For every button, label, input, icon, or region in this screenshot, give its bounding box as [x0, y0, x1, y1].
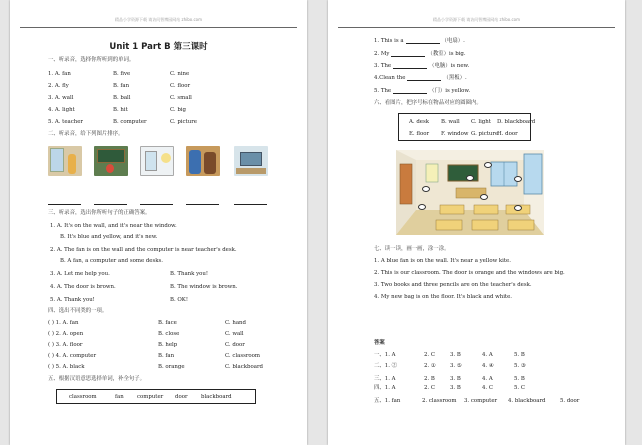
label-circle[interactable]	[422, 186, 430, 192]
option-text: B. face	[158, 320, 177, 326]
answer-cell: 5. ③	[514, 363, 526, 369]
section-5-heading: 五、根据汉语意思选择单词，补全句子。	[48, 376, 146, 382]
sentence-option: B. A fan, a computer and some desks.	[60, 258, 164, 264]
option-text: 2. A. fly	[48, 83, 69, 89]
reading-sentence: 1. A blue fan is on the wall. It's near a yellow kite.	[374, 258, 511, 264]
answer-cell: 4. blackboard	[508, 398, 546, 404]
word-bank-item: fan	[115, 394, 124, 400]
page-header: 精品小学资源下载 请访问智博园网站 zhibo.com	[20, 17, 297, 28]
answer-cell: 2. classroom	[422, 398, 457, 404]
picture-computer	[234, 146, 268, 176]
option-label: G. picture	[471, 131, 499, 137]
label-circle[interactable]	[514, 205, 522, 211]
label-circle[interactable]	[514, 176, 522, 182]
answer-cell: 4. A	[482, 376, 493, 382]
fill-blank[interactable]	[393, 64, 427, 69]
page-title: Unit 1 Part B 第三课时	[109, 42, 208, 52]
option-label: E. floor	[409, 131, 430, 137]
section-3-heading: 三、听录音，选出你所听句子的正确答案。	[48, 210, 151, 216]
answer-cell: 5. B	[514, 376, 525, 382]
option-text: C. small	[170, 95, 192, 101]
sentence-option: B. The window is brown.	[170, 284, 238, 290]
answer-key-title: 答案	[374, 340, 385, 346]
answer-cell: 一、1. A	[374, 352, 396, 358]
option-text: 1. A. fan	[48, 71, 71, 77]
classroom-illustration	[396, 150, 544, 235]
options-box	[398, 113, 536, 141]
answer-cell: 3. computer	[464, 398, 498, 404]
option-text: B. ball	[113, 95, 131, 101]
option-text: 5. A. teacher	[48, 119, 84, 125]
section-1-heading: 一、听录音，选择你所听到的单词。	[48, 57, 135, 63]
label-circle[interactable]	[466, 175, 474, 181]
answer-cell: 5. B	[514, 352, 525, 358]
fill-in-sentence: 3. The （电脑）is new.	[374, 63, 470, 69]
answer-line[interactable]	[234, 204, 267, 205]
option-text: ( ) 4. A. computer	[48, 353, 97, 359]
answer-cell: 5. C	[514, 385, 525, 391]
answer-line[interactable]	[140, 204, 173, 205]
option-text: B. close	[158, 331, 180, 337]
answer-cell: 四、1. A	[374, 385, 396, 391]
option-text: C. hand	[225, 320, 246, 326]
fill-blank[interactable]	[407, 76, 441, 81]
answer-cell: 二、1. ②	[374, 363, 398, 369]
answer-cell: 5. door	[560, 398, 580, 404]
option-label: F. window	[441, 131, 469, 137]
answer-cell: 3. ⑤	[450, 363, 462, 369]
section-4-heading: 四、选出不同类的一项。	[48, 308, 108, 314]
fill-in-sentence: 2. My （教室）is big.	[374, 51, 466, 57]
word-bank-box	[56, 389, 256, 404]
option-text: 3. A. wall	[48, 95, 74, 101]
sentence-option: 3. A. Let me help you.	[50, 271, 110, 277]
option-text: ( ) 5. A. black	[48, 364, 85, 370]
option-text: B. computer	[113, 119, 147, 125]
word-bank-item: computer	[137, 394, 164, 400]
option-label: D. blackboard	[497, 119, 536, 125]
answer-cell: 4. ④	[482, 363, 494, 369]
answer-line[interactable]	[186, 204, 219, 205]
fill-in-sentence: 4.Clean the （黑板）.	[374, 75, 467, 81]
option-text: ( ) 3. A. floor	[48, 342, 83, 348]
sentence-option: 5. A. Thank you!	[50, 297, 95, 303]
option-text: C. nine	[170, 71, 190, 77]
answer-cell: 4. A	[482, 352, 493, 358]
answer-line[interactable]	[94, 204, 127, 205]
option-text: B. orange	[158, 364, 185, 370]
answer-cell: 三、1. A	[374, 376, 396, 382]
option-text: B. hit	[113, 107, 128, 113]
fill-in-sentence: 1. This is a （电扇）.	[374, 38, 465, 44]
option-label: C. light	[471, 119, 491, 125]
section-7-heading: 七、读一读，画一画，涂一涂。	[374, 246, 450, 252]
sentence-option: 2. A. The fan is on the wall and the computer is near teacher's desk.	[50, 247, 237, 253]
option-label: A. desk	[409, 119, 429, 125]
option-text: B. fan	[158, 353, 175, 359]
section-6-heading: 六、看图片，把序号标在物品对应的圆圈内。	[374, 100, 482, 106]
answer-cell: 五、1. fan	[374, 398, 401, 404]
option-label: B. wall	[441, 119, 460, 125]
option-text: C. picture	[170, 119, 197, 125]
label-circle[interactable]	[484, 162, 492, 168]
reading-sentence: 3. Two books and three pencils are on the teacher's desk.	[374, 282, 532, 288]
picture-cleaning-window	[48, 146, 82, 176]
option-text: ( ) 1. A. fan	[48, 320, 79, 326]
fill-blank[interactable]	[393, 89, 427, 94]
option-text: B. fan	[113, 83, 130, 89]
option-label: H. door	[497, 131, 518, 137]
label-circle[interactable]	[418, 204, 426, 210]
option-text: C. floor	[170, 83, 191, 89]
sentence-option: 4. A. The door is brown.	[50, 284, 116, 290]
reading-sentence: 4. My new bag is on the floor. It's black and white.	[374, 294, 513, 300]
picture-children	[186, 146, 220, 176]
option-text: B. help	[158, 342, 178, 348]
word-bank-item: door	[175, 394, 188, 400]
reading-sentence: 2. This is our classroom. The door is orange and the windows are big.	[374, 270, 565, 276]
option-text: C. classroom	[225, 353, 261, 359]
answer-cell: 4. C	[482, 385, 493, 391]
fill-blank[interactable]	[391, 52, 425, 57]
word-bank-item: classroom	[69, 394, 97, 400]
sentence-option: B. OK!	[170, 297, 189, 303]
sentence-option: B. Thank you!	[170, 271, 209, 277]
answer-cell: 2. ①	[424, 363, 436, 369]
word-bank-item: blackboard	[201, 394, 232, 400]
answer-cell: 3. B	[450, 385, 461, 391]
option-text: C. blackboard	[225, 364, 263, 370]
sentence-option: 1. A. It's on the wall, and it's near the window.	[50, 223, 177, 229]
answer-cell: 2. C	[424, 352, 435, 358]
answer-cell: 3. B	[450, 352, 461, 358]
fill-blank[interactable]	[406, 39, 440, 44]
option-text: B. five	[113, 71, 131, 77]
option-text: 4. A. light	[48, 107, 75, 113]
answer-cell: 3. B	[450, 376, 461, 382]
section-2-heading: 二、听录音，给下列图片排序。	[48, 131, 124, 137]
option-text: ( ) 2. A. open	[48, 331, 84, 337]
answer-line[interactable]	[48, 204, 81, 205]
option-text: C. door	[225, 342, 245, 348]
classroom-drawing	[396, 150, 544, 235]
sentence-option: B. It's blue and yellow, and it's new.	[60, 234, 158, 240]
worksheet-page-1	[10, 0, 307, 445]
page-header: 精品小学资源下载 请访问智博园网站 zhibo.com	[338, 17, 615, 28]
answer-cell: 2. B	[424, 376, 435, 382]
option-text: C. big	[170, 107, 186, 113]
picture-blackboard	[94, 146, 128, 176]
option-text: C. wall	[225, 331, 244, 337]
label-circle[interactable]	[480, 194, 488, 200]
fill-in-sentence: 5. The （门）is yellow.	[374, 88, 471, 94]
picture-light	[140, 146, 174, 176]
answer-cell: 2. C	[424, 385, 435, 391]
